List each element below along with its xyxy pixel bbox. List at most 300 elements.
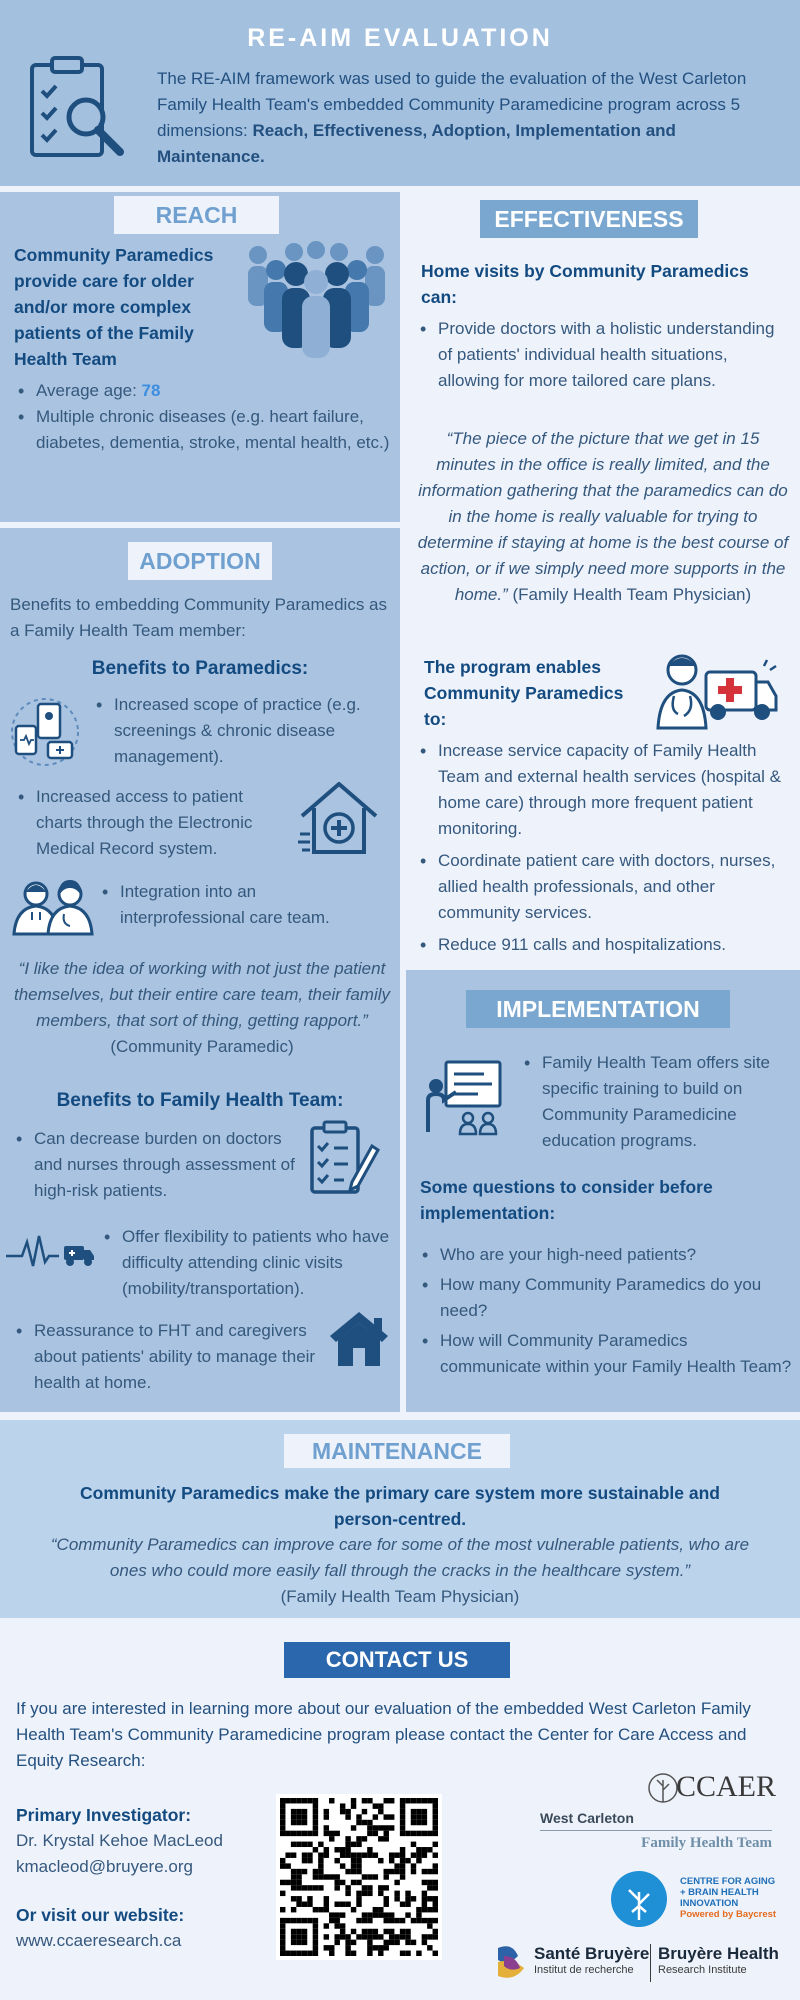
qr-module bbox=[351, 1880, 356, 1885]
effectiveness-quote: “The piece of the picture that we get in 15 minutes in the office is really limited, and the information gathering that the paramedics can do in the home is really valuable for trying to determine if staying at home is the best course of action, or if we simply need more supports in the home.” bbox=[417, 429, 789, 604]
effectiveness-panel bbox=[406, 192, 800, 962]
qr-module bbox=[296, 1880, 301, 1885]
qr-module bbox=[307, 1831, 312, 1836]
bh-sub: Research Institute bbox=[658, 1964, 747, 1976]
effectiveness-bullets-2 bbox=[418, 738, 793, 958]
question-how-many: • How many Community Paramedics do you need? bbox=[420, 1272, 792, 1324]
qr-module bbox=[296, 1874, 301, 1879]
wc-logo-rule bbox=[540, 1830, 772, 1831]
qr-module bbox=[416, 1809, 421, 1814]
qr-module bbox=[280, 1825, 285, 1830]
qr-module bbox=[400, 1858, 405, 1863]
qr-module bbox=[362, 1912, 367, 1917]
qr-module bbox=[378, 1885, 383, 1890]
qr-module bbox=[394, 1918, 399, 1923]
ccaer-tree-icon bbox=[646, 1766, 680, 1806]
qr-module bbox=[334, 1880, 339, 1885]
qr-module bbox=[313, 1798, 318, 1803]
qr-module bbox=[302, 1940, 307, 1945]
qr-module bbox=[400, 1863, 405, 1868]
qr-module bbox=[324, 1907, 329, 1912]
qr-module bbox=[389, 1825, 394, 1830]
qr-module bbox=[291, 1896, 296, 1901]
paramedic-bullet-integration: • Integration into an interprofessional care team. bbox=[100, 879, 370, 931]
intro-text bbox=[157, 66, 782, 170]
qr-module bbox=[351, 1863, 356, 1868]
qr-module bbox=[351, 1803, 356, 1808]
qr-module bbox=[285, 1798, 290, 1803]
qr-module bbox=[307, 1902, 312, 1907]
qr-module bbox=[433, 1934, 438, 1939]
qr-module bbox=[329, 1918, 334, 1923]
qr-module bbox=[302, 1869, 307, 1874]
home-health-icon bbox=[298, 778, 380, 858]
qr-module bbox=[334, 1858, 339, 1863]
bruyere-logo bbox=[496, 1942, 796, 1986]
qr-module bbox=[411, 1852, 416, 1857]
qr-module bbox=[400, 1831, 405, 1836]
qr-module bbox=[329, 1945, 334, 1950]
qr-module bbox=[422, 1880, 427, 1885]
qr-module bbox=[334, 1940, 339, 1945]
qr-module bbox=[351, 1852, 356, 1857]
qr-module bbox=[351, 1907, 356, 1912]
qr-module bbox=[291, 1852, 296, 1857]
qr-module bbox=[416, 1858, 421, 1863]
wc-logo-top: West Carleton bbox=[540, 1810, 634, 1826]
qr-module bbox=[324, 1934, 329, 1939]
qr-module bbox=[313, 1809, 318, 1814]
qr-module bbox=[384, 1912, 389, 1917]
qr-module bbox=[384, 1940, 389, 1945]
qr-module bbox=[422, 1798, 427, 1803]
qr-module bbox=[356, 1918, 361, 1923]
qr-module bbox=[373, 1831, 378, 1836]
qr-module bbox=[302, 1820, 307, 1825]
qr-module bbox=[280, 1923, 285, 1928]
qr-module bbox=[351, 1869, 356, 1874]
qr-module bbox=[280, 1814, 285, 1819]
implementation-panel bbox=[406, 970, 800, 1412]
effectiveness-bullet-coordinate: • Coordinate patient care with doctors, nurses, allied health professionals, and other community services. bbox=[418, 848, 793, 926]
qr-module bbox=[324, 1831, 329, 1836]
qr-module bbox=[433, 1918, 438, 1923]
qr-module bbox=[427, 1907, 432, 1912]
qr-module bbox=[302, 1852, 307, 1857]
qr-module bbox=[362, 1836, 367, 1841]
qr-module bbox=[427, 1923, 432, 1928]
reach-panel bbox=[0, 192, 400, 522]
qr-module bbox=[405, 1858, 410, 1863]
paramedic-bullets-1 bbox=[94, 692, 392, 770]
qr-module bbox=[411, 1918, 416, 1923]
qr-module bbox=[313, 1803, 318, 1808]
implementation-questions bbox=[420, 1242, 792, 1380]
qr-module bbox=[307, 1951, 312, 1956]
qr-module bbox=[285, 1852, 290, 1857]
effectiveness-headline-2: The program enables Community Paramedics to: bbox=[424, 657, 624, 729]
qr-module bbox=[291, 1951, 296, 1956]
qr-module bbox=[280, 1891, 285, 1896]
qr-module bbox=[318, 1852, 323, 1857]
qr-module bbox=[334, 1923, 339, 1928]
qr-module bbox=[367, 1820, 372, 1825]
qr-module bbox=[405, 1902, 410, 1907]
qr-module bbox=[416, 1814, 421, 1819]
fht-bullets-3 bbox=[14, 1318, 324, 1396]
qr-module bbox=[329, 1912, 334, 1917]
qr-module bbox=[345, 1869, 350, 1874]
qr-module bbox=[313, 1831, 318, 1836]
qr-module bbox=[433, 1869, 438, 1874]
qr-module bbox=[433, 1907, 438, 1912]
qr-module bbox=[362, 1891, 367, 1896]
qr-module bbox=[433, 1820, 438, 1825]
paramedic-bullet-scope: • Increased scope of practice (e.g. screenings & chronic disease management). bbox=[94, 692, 392, 770]
qr-module bbox=[296, 1820, 301, 1825]
qr-module bbox=[334, 1934, 339, 1939]
qr-module bbox=[400, 1847, 405, 1852]
qr-module bbox=[280, 1907, 285, 1912]
implementation-headline: Some questions to consider before implementation: bbox=[420, 1177, 713, 1223]
qr-module bbox=[313, 1918, 318, 1923]
qr-module bbox=[324, 1902, 329, 1907]
qr-module bbox=[291, 1880, 296, 1885]
qr-module bbox=[384, 1874, 389, 1879]
qr-module bbox=[296, 1951, 301, 1956]
qr-module bbox=[340, 1934, 345, 1939]
qr-module bbox=[296, 1798, 301, 1803]
qr-module bbox=[367, 1798, 372, 1803]
qr-module bbox=[422, 1852, 427, 1857]
qr-module bbox=[302, 1842, 307, 1847]
qr-module bbox=[373, 1874, 378, 1879]
qr-module bbox=[394, 1891, 399, 1896]
qr-module bbox=[318, 1874, 323, 1879]
qr-module bbox=[389, 1918, 394, 1923]
qr-module bbox=[334, 1874, 339, 1879]
qr-module bbox=[313, 1825, 318, 1830]
wc-logo-bottom: Family Health Team bbox=[641, 1835, 772, 1851]
header-band bbox=[0, 0, 800, 186]
medical-devices-icon bbox=[8, 696, 82, 768]
qr-module bbox=[280, 1945, 285, 1950]
website-link[interactable]: www.ccaeresearch.ca bbox=[16, 1931, 182, 1950]
qr-module bbox=[318, 1885, 323, 1890]
qr-module bbox=[296, 1918, 301, 1923]
qr-module bbox=[318, 1842, 323, 1847]
qr-module bbox=[405, 1896, 410, 1901]
qr-module bbox=[362, 1820, 367, 1825]
adoption-panel bbox=[0, 528, 400, 1412]
sb-name: Santé Bruyère bbox=[534, 1944, 650, 1963]
qr-module bbox=[416, 1912, 421, 1917]
qr-module bbox=[433, 1831, 438, 1836]
qr-module bbox=[367, 1918, 372, 1923]
qr-module bbox=[384, 1885, 389, 1890]
qr-code[interactable] bbox=[276, 1794, 442, 1960]
qr-module bbox=[356, 1880, 361, 1885]
qr-module bbox=[378, 1891, 383, 1896]
qr-module bbox=[329, 1951, 334, 1956]
qr-module bbox=[324, 1814, 329, 1819]
qr-module bbox=[356, 1842, 361, 1847]
qr-module bbox=[384, 1929, 389, 1934]
qr-module bbox=[307, 1842, 312, 1847]
qr-module bbox=[291, 1798, 296, 1803]
qr-module bbox=[296, 1896, 301, 1901]
qr-module bbox=[411, 1896, 416, 1901]
qr-module bbox=[340, 1880, 345, 1885]
qr-module bbox=[291, 1929, 296, 1934]
qr-module bbox=[280, 1858, 285, 1863]
qr-module bbox=[389, 1940, 394, 1945]
qr-module bbox=[389, 1858, 394, 1863]
qr-module bbox=[422, 1918, 427, 1923]
qr-module bbox=[334, 1918, 339, 1923]
qr-module bbox=[285, 1918, 290, 1923]
qr-module bbox=[362, 1798, 367, 1803]
qr-module bbox=[313, 1951, 318, 1956]
paramedic-ambulance-icon bbox=[654, 650, 779, 730]
qr-module bbox=[427, 1945, 432, 1950]
qr-module bbox=[389, 1852, 394, 1857]
qr-module bbox=[313, 1814, 318, 1819]
qr-module bbox=[302, 1858, 307, 1863]
qr-module bbox=[296, 1842, 301, 1847]
qr-module bbox=[362, 1874, 367, 1879]
qr-module bbox=[324, 1852, 329, 1857]
qr-module bbox=[302, 1814, 307, 1819]
qr-module bbox=[411, 1809, 416, 1814]
qr-module bbox=[433, 1929, 438, 1934]
qr-module bbox=[345, 1847, 350, 1852]
qr-module bbox=[351, 1951, 356, 1956]
benefits-paramedics-heading: Benefits to Paramedics: bbox=[91, 658, 309, 679]
question-communicate: • How will Community Paramedics communicate within your Family Health Team? bbox=[420, 1328, 792, 1380]
qr-module bbox=[416, 1820, 421, 1825]
aging-line-2: + BRAIN HEALTH bbox=[680, 1887, 759, 1898]
qr-module bbox=[302, 1831, 307, 1836]
qr-module bbox=[427, 1885, 432, 1890]
qr-module bbox=[280, 1820, 285, 1825]
qr-module bbox=[389, 1912, 394, 1917]
qr-module bbox=[345, 1885, 350, 1890]
qr-module bbox=[427, 1896, 432, 1901]
effectiveness-label: EFFECTIVENESS bbox=[480, 200, 698, 238]
qr-module bbox=[433, 1880, 438, 1885]
qr-module bbox=[280, 1880, 285, 1885]
logo-divider bbox=[650, 1944, 651, 1982]
qr-module bbox=[416, 1951, 421, 1956]
qr-module bbox=[340, 1902, 345, 1907]
qr-module bbox=[389, 1869, 394, 1874]
qr-module bbox=[367, 1934, 372, 1939]
qr-module bbox=[422, 1940, 427, 1945]
fht-bullets-2 bbox=[102, 1224, 392, 1302]
qr-module bbox=[394, 1863, 399, 1868]
qr-module bbox=[378, 1803, 383, 1808]
qr-module bbox=[280, 1831, 285, 1836]
qr-module bbox=[367, 1945, 372, 1950]
qr-module bbox=[384, 1896, 389, 1901]
maintenance-panel bbox=[0, 1420, 800, 1618]
qr-module bbox=[324, 1825, 329, 1830]
qr-module bbox=[394, 1852, 399, 1857]
qr-module bbox=[433, 1814, 438, 1819]
qr-module bbox=[411, 1820, 416, 1825]
adoption-intro: Benefits to embedding Community Paramedics as a Family Health Team member: bbox=[10, 595, 388, 640]
qr-module bbox=[433, 1863, 438, 1868]
qr-module bbox=[416, 1798, 421, 1803]
bh-name: Bruyère Health bbox=[658, 1944, 779, 1963]
pi-label: Primary Investigator: bbox=[16, 1805, 192, 1825]
qr-module bbox=[422, 1934, 427, 1939]
qr-module bbox=[367, 1891, 372, 1896]
qr-module bbox=[318, 1907, 323, 1912]
qr-module bbox=[291, 1918, 296, 1923]
qr-module bbox=[291, 1842, 296, 1847]
qr-module bbox=[433, 1809, 438, 1814]
sb-sub: Institut de recherche bbox=[534, 1964, 634, 1976]
qr-module bbox=[389, 1929, 394, 1934]
qr-module bbox=[394, 1896, 399, 1901]
qr-module bbox=[345, 1891, 350, 1896]
qr-module bbox=[307, 1852, 312, 1857]
qr-module bbox=[400, 1803, 405, 1808]
qr-module bbox=[422, 1891, 427, 1896]
qr-module bbox=[400, 1809, 405, 1814]
people-group-icon bbox=[244, 240, 389, 360]
qr-module bbox=[291, 1809, 296, 1814]
qr-module bbox=[394, 1940, 399, 1945]
qr-module bbox=[362, 1934, 367, 1939]
qr-module bbox=[313, 1874, 318, 1879]
qr-module bbox=[313, 1934, 318, 1939]
effectiveness-headline: Home visits by Community Paramedics can: bbox=[421, 261, 749, 307]
qr-module bbox=[296, 1809, 301, 1814]
qr-module bbox=[416, 1918, 421, 1923]
qr-module bbox=[356, 1852, 361, 1857]
qr-module bbox=[291, 1814, 296, 1819]
qr-module bbox=[373, 1814, 378, 1819]
qr-module bbox=[313, 1907, 318, 1912]
qr-module bbox=[340, 1929, 345, 1934]
aging-tree-icon bbox=[610, 1870, 668, 1928]
qr-module bbox=[384, 1798, 389, 1803]
qr-module bbox=[291, 1934, 296, 1939]
qr-module bbox=[394, 1934, 399, 1939]
qr-module bbox=[367, 1831, 372, 1836]
qr-module bbox=[378, 1809, 383, 1814]
bruyere-mark-icon bbox=[496, 1942, 528, 1982]
qr-module bbox=[356, 1858, 361, 1863]
contact-panel bbox=[0, 1626, 800, 2000]
qr-module bbox=[405, 1940, 410, 1945]
qr-module bbox=[373, 1825, 378, 1830]
qr-module bbox=[411, 1814, 416, 1819]
qr-module bbox=[356, 1863, 361, 1868]
qr-module bbox=[367, 1885, 372, 1890]
qr-module bbox=[433, 1902, 438, 1907]
qr-module bbox=[427, 1880, 432, 1885]
qr-module bbox=[345, 1945, 350, 1950]
qr-module bbox=[302, 1902, 307, 1907]
qr-module bbox=[367, 1825, 372, 1830]
qr-module bbox=[427, 1847, 432, 1852]
qr-module bbox=[345, 1809, 350, 1814]
qr-module bbox=[405, 1891, 410, 1896]
qr-module bbox=[373, 1912, 378, 1917]
qr-module bbox=[427, 1798, 432, 1803]
qr-module bbox=[280, 1798, 285, 1803]
qr-module bbox=[280, 1934, 285, 1939]
qr-module bbox=[351, 1858, 356, 1863]
care-team-icon bbox=[12, 876, 94, 936]
qr-module bbox=[389, 1814, 394, 1819]
qr-module bbox=[334, 1885, 339, 1890]
implementation-label: IMPLEMENTATION bbox=[466, 990, 730, 1028]
qr-module bbox=[324, 1923, 329, 1928]
qr-module bbox=[362, 1885, 367, 1890]
qr-module bbox=[384, 1814, 389, 1819]
qr-module bbox=[280, 1951, 285, 1956]
qr-module bbox=[302, 1934, 307, 1939]
qr-module bbox=[367, 1912, 372, 1917]
qr-module bbox=[367, 1940, 372, 1945]
qr-module bbox=[285, 1863, 290, 1868]
adoption-quote-block bbox=[10, 956, 394, 1060]
pi-email-link[interactable]: kmacleod@bruyere.org bbox=[16, 1857, 193, 1876]
qr-module bbox=[389, 1934, 394, 1939]
fht-bullet-reassurance: • Reassurance to FHT and caregivers about patients' ability to manage their health at home. bbox=[14, 1318, 324, 1396]
qr-module bbox=[422, 1809, 427, 1814]
qr-module bbox=[400, 1869, 405, 1874]
qr-module bbox=[411, 1842, 416, 1847]
qr-module bbox=[433, 1951, 438, 1956]
qr-module bbox=[378, 1858, 383, 1863]
effectiveness-bullet-reduce: • Reduce 911 calls and hospitalizations. bbox=[418, 932, 793, 958]
qr-module bbox=[345, 1934, 350, 1939]
wc-logo bbox=[540, 1810, 772, 1852]
qr-module bbox=[334, 1912, 339, 1917]
effectiveness-bullet-capacity: • Increase service capacity of Family Health Team and external health services (hospital & home care) through more frequent patient monitoring. bbox=[418, 738, 793, 842]
qr-module bbox=[356, 1896, 361, 1901]
qr-module bbox=[416, 1907, 421, 1912]
qr-module bbox=[367, 1951, 372, 1956]
qr-module bbox=[329, 1831, 334, 1836]
qr-module bbox=[345, 1951, 350, 1956]
qr-module bbox=[384, 1825, 389, 1830]
qr-module bbox=[422, 1902, 427, 1907]
qr-module bbox=[318, 1858, 323, 1863]
ccaer-logo bbox=[646, 1766, 776, 1806]
qr-module bbox=[433, 1842, 438, 1847]
qr-module bbox=[280, 1940, 285, 1945]
qr-module bbox=[378, 1825, 383, 1830]
qr-module bbox=[324, 1809, 329, 1814]
qr-module bbox=[307, 1798, 312, 1803]
qr-module bbox=[411, 1831, 416, 1836]
qr-module bbox=[373, 1945, 378, 1950]
qr-module bbox=[345, 1852, 350, 1857]
qr-module bbox=[280, 1863, 285, 1868]
qr-code-graphic bbox=[280, 1798, 438, 1956]
qr-module bbox=[400, 1902, 405, 1907]
qr-module bbox=[427, 1831, 432, 1836]
qr-module bbox=[313, 1945, 318, 1950]
qr-module bbox=[367, 1929, 372, 1934]
